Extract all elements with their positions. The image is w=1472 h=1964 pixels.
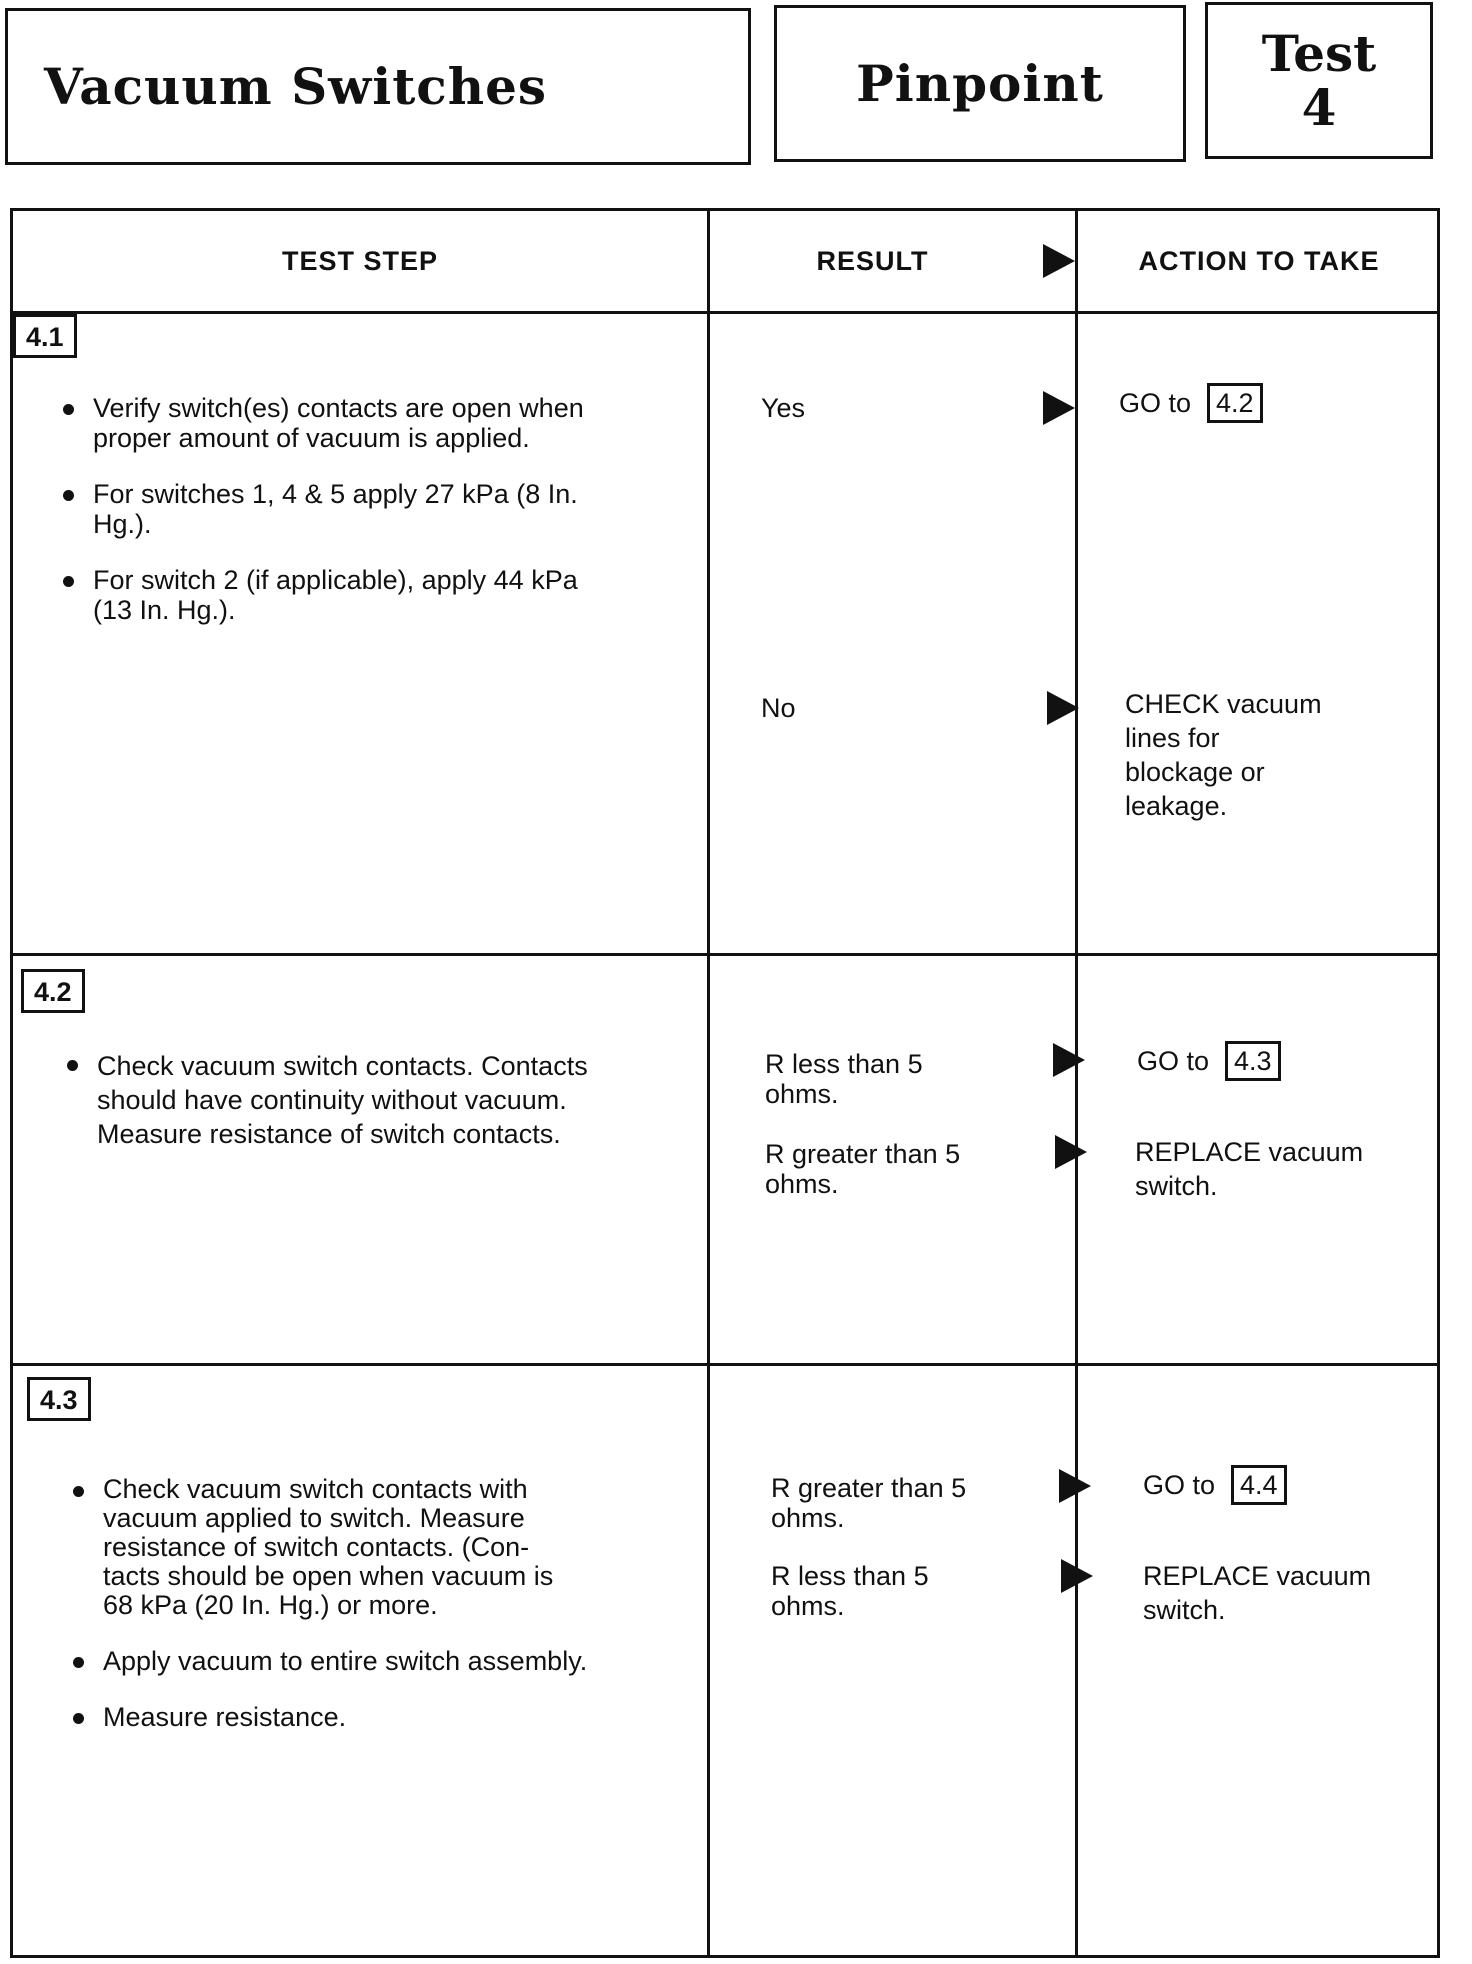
step-bullets	[67, 1049, 697, 1177]
goto-label: GO to	[1143, 1470, 1216, 1500]
title-box	[5, 8, 751, 165]
goto-label: GO to	[1119, 388, 1192, 418]
result-text: R less than 5 ohms.	[771, 1561, 929, 1621]
column-divider	[1075, 211, 1078, 1955]
arrow-icon	[1061, 1559, 1093, 1593]
step-number: 4.2	[21, 969, 85, 1013]
test-label: Test	[1261, 23, 1377, 83]
row-divider	[13, 953, 1437, 956]
row-divider	[13, 1363, 1437, 1366]
header-result-label: RESULT	[816, 245, 929, 276]
column-divider	[707, 211, 710, 1955]
bullet-item: Check vacuum switch contacts. Contacts should have continuity without vacuum. Measure resistance of switch contacts.	[67, 1049, 697, 1151]
bullet-item: For switch 2 (if applicable), apply 44 kPa (13 In. Hg.).	[63, 565, 693, 625]
header-result	[710, 211, 1075, 311]
page-title: Vacuum Switches	[44, 57, 548, 116]
arrow-icon	[1043, 244, 1075, 278]
row-divider	[13, 311, 1437, 314]
header-test-step: TEST STEP	[281, 245, 439, 276]
result-text: R greater than 5 ohms.	[771, 1473, 967, 1533]
bullet-item: Verify switch(es) contacts are open when proper amount of vacuum is applied.	[63, 393, 693, 453]
bullet-item: Apply vacuum to entire switch assembly.	[73, 1646, 703, 1676]
arrow-icon	[1047, 691, 1079, 725]
goto-label: GO to	[1137, 1046, 1210, 1076]
action-goto	[1143, 1465, 1287, 1505]
bullet-item: For switches 1, 4 & 5 apply 27 kPa (8 In. Hg.).	[63, 479, 693, 539]
bullet-item: Check vacuum switch contacts with vacuum applied to switch. Measure resistance of switch contacts. (Con- tacts should be open when vacuum is 68 kPa (20 In. Hg.) or more.	[73, 1475, 703, 1620]
bullet-item: Measure resistance.	[73, 1702, 703, 1732]
result-text: R less than 5 ohms.	[765, 1049, 923, 1109]
step-number: 4.3	[27, 1377, 91, 1421]
action-goto	[1137, 1041, 1281, 1081]
step-reference: 4.3	[1225, 1041, 1281, 1081]
result-text: R greater than 5 ohms.	[765, 1139, 961, 1199]
result-text: Yes	[761, 393, 806, 423]
action-text: CHECK vacuum lines for blockage or leakage.	[1125, 689, 1322, 821]
arrow-icon	[1059, 1469, 1091, 1503]
result-text: No	[761, 693, 796, 723]
action-goto	[1119, 383, 1263, 423]
pinpoint-table	[10, 208, 1440, 1958]
header-action: ACTION TO TAKE	[1138, 245, 1380, 276]
test-box	[1205, 2, 1433, 159]
step-number: 4.1	[13, 314, 77, 358]
step-reference: 4.2	[1207, 383, 1263, 423]
arrow-icon	[1043, 391, 1075, 425]
action-text: REPLACE vacuum switch.	[1143, 1561, 1372, 1625]
test-number: 4	[1301, 77, 1337, 137]
action-text: REPLACE vacuum switch.	[1135, 1137, 1364, 1201]
step-bullets	[73, 1475, 703, 1758]
section-box	[774, 5, 1186, 162]
step-bullets	[63, 393, 693, 651]
section-title: Pinpoint	[856, 54, 1104, 113]
arrow-icon	[1055, 1135, 1087, 1169]
step-reference: 4.4	[1231, 1465, 1287, 1505]
arrow-icon	[1053, 1043, 1085, 1077]
